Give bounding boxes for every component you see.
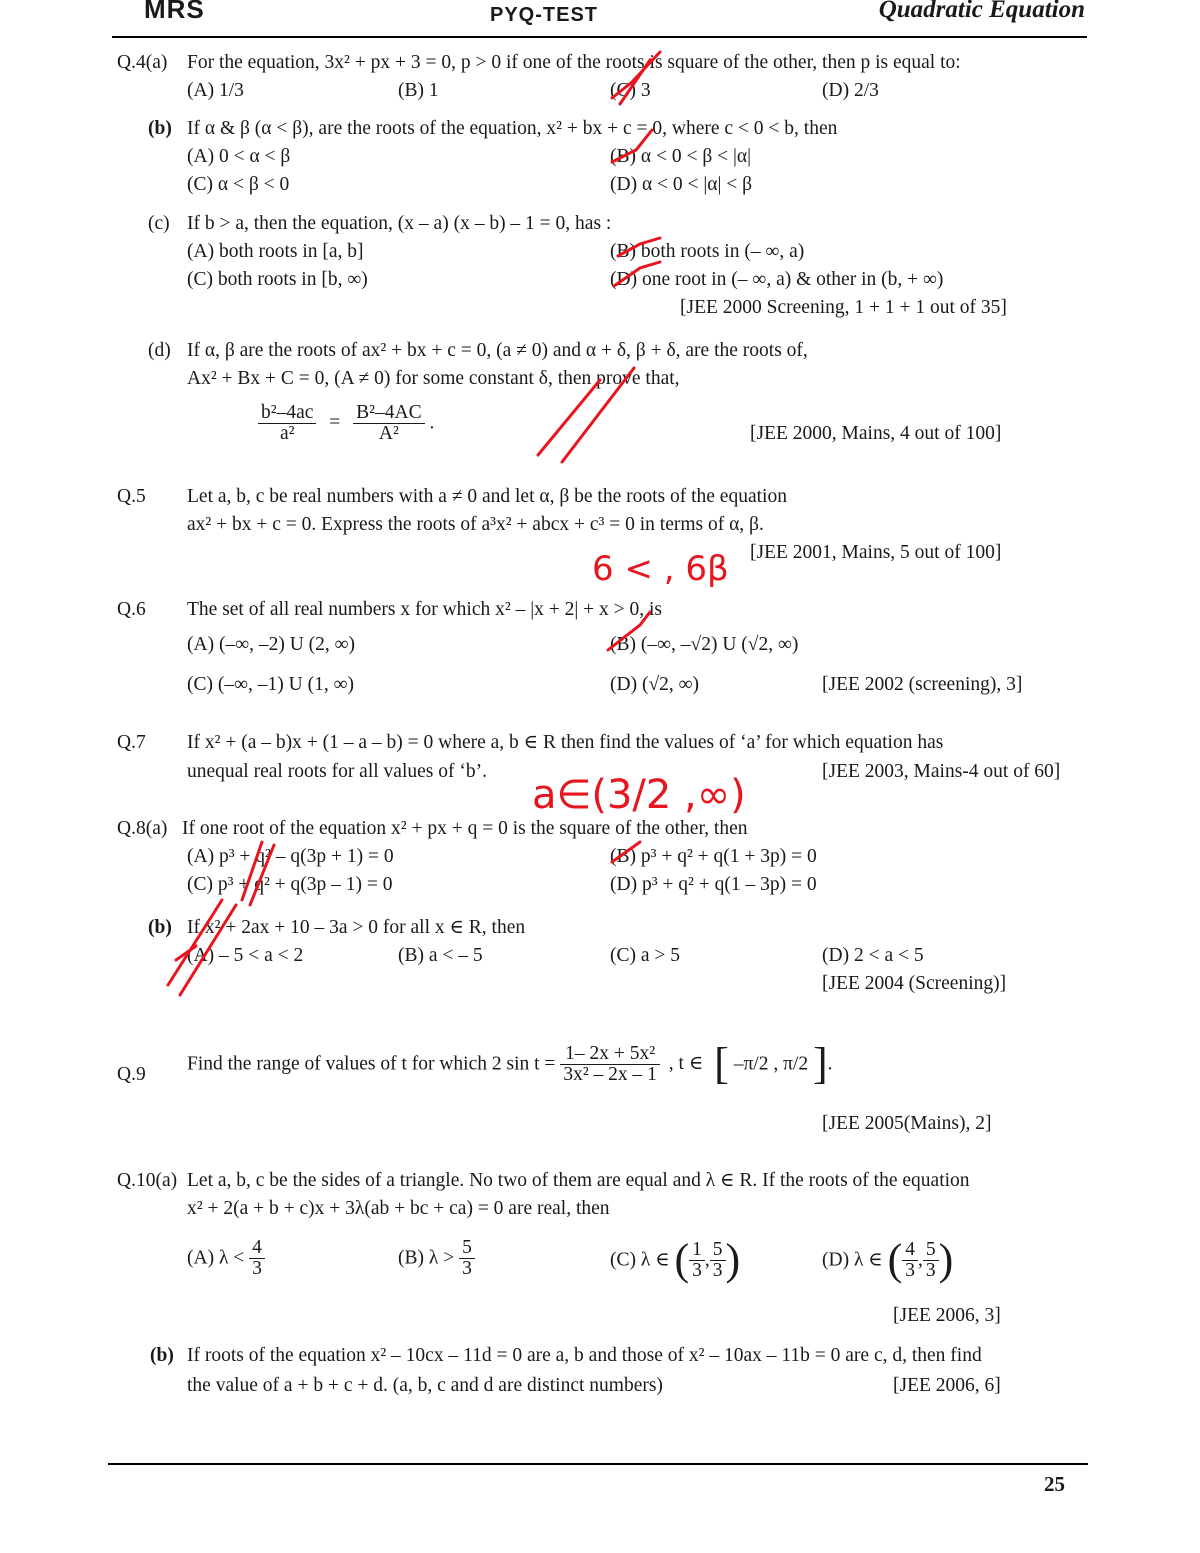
- q7-label: Q.7: [117, 732, 146, 753]
- q10a-option-d-text: (D) λ ∈: [822, 1249, 883, 1271]
- q4d-line-2: Ax² + Bx + C = 0, (A ≠ 0) for some constant δ, then prove that,: [187, 368, 680, 389]
- q9-interval-left: –π/2: [733, 1053, 769, 1075]
- q4d-line-1: If α, β are the roots of ax² + bx + c = 0, (a ≠ 0) and α + δ, β + δ, are the roots of,: [187, 340, 808, 361]
- q10b-line-2: the value of a + b + c + d. (a, b, c and d are distinct numbers): [187, 1375, 663, 1396]
- q4c-option-b: (B) both roots in (– ∞, a): [610, 241, 805, 262]
- q10a-option-b-den: 3: [462, 1257, 472, 1279]
- q10a-option-d-d2: 3: [925, 1259, 936, 1281]
- q9-t-in: , t ∈: [668, 1053, 704, 1075]
- q10a-line-1: Let a, b, c be the sides of a triangle. No two of them are equal and λ ∈ R. If the roots of the equation: [187, 1170, 970, 1191]
- q4d-equation: $\frac{\text{b²–4ac}}{\text{a²}}$ = $\frac{\text{B²–4AC}}{\text{A²}}$ .: [258, 403, 434, 443]
- q10b-reference: [JEE 2006, 6]: [893, 1375, 1001, 1396]
- handwritten-q5-answer: 6 < , 6β: [592, 549, 729, 589]
- q6-reference: [JEE 2002 (screening), 3]: [822, 674, 1023, 695]
- q9-reference: [JEE 2005(Mains), 2]: [822, 1113, 992, 1134]
- q8a-option-c: (C) p³ + q² + q(3p – 1) = 0: [187, 874, 393, 895]
- q7-line-1: If x² + (a – b)x + (1 – a – b) = 0 where a, b ∈ R then find the values of ‘a’ for which equation has: [187, 732, 944, 753]
- q8a-option-a: (A) p³ + q² – q(3p + 1) = 0: [187, 846, 394, 867]
- q6-option-b: (B) (–∞, –√2) U (√2, ∞): [610, 634, 799, 655]
- q4a-option-b: (B) 1: [398, 80, 439, 101]
- q8b-option-b: (B) a < – 5: [398, 945, 483, 966]
- q6-option-a: (A) (–∞, –2) U (2, ∞): [187, 634, 356, 655]
- page-number: 25: [1044, 1472, 1065, 1496]
- q4b-option-d: (D) α < 0 < |α| < β: [610, 174, 753, 195]
- q9-numerator: 1– 2x + 5x²: [560, 1044, 660, 1065]
- q10b-line-1: If roots of the equation x² – 10cx – 11d = 0 are a, b and those of x² – 10ax – 11b = 0 are c, d, then find: [187, 1345, 982, 1366]
- q4d-fraction-left: [258, 403, 316, 443]
- q8a-option-b: (B) p³ + q² + q(1 + 3p) = 0: [610, 846, 817, 867]
- header-topic: Quadratic Equation: [878, 0, 1085, 23]
- q6-label: Q.6: [117, 599, 146, 620]
- q10a-option-a-text: (A) λ <: [187, 1247, 245, 1269]
- q4d-fraction-right: [353, 403, 424, 443]
- q4b-question: If α & β (α < β), are the roots of the equation, x² + bx + c = 0, where c < 0 < b, then: [187, 118, 838, 139]
- q4d-frac1-numerator: b²–4ac: [258, 403, 316, 424]
- q10a-option-a: [187, 1238, 265, 1278]
- q4d-frac2-numerator: B²–4AC: [353, 403, 424, 424]
- q10a-option-d-n1: 4: [902, 1240, 918, 1261]
- q4d-frac1-denominator: a²: [279, 422, 295, 444]
- q4c-label: (c): [148, 213, 170, 234]
- q9-label: Q.9: [117, 1064, 146, 1085]
- q4b-label: (b): [148, 118, 172, 139]
- q10a-option-c: (C) λ ∈ ( $\frac{1}{3}$ , $\frac{5}{3}$ ): [610, 1235, 741, 1284]
- q6-question: The set of all real numbers x for which x² – |x + 2| + x > 0, is: [187, 599, 663, 620]
- q8b-question: If x² + 2ax + 10 – 3a > 0 for all x ∈ R, then: [187, 917, 526, 938]
- q5-reference: [JEE 2001, Mains, 5 out of 100]: [750, 542, 1002, 563]
- q6-option-d: (D) (√2, ∞): [610, 674, 700, 695]
- q4c-option-c: (C) both roots in [b, ∞): [187, 269, 368, 290]
- q10a-line-2: x² + 2(a + b + c)x + 3λ(ab + bc + ca) = 0 are real, then: [187, 1198, 610, 1219]
- q4b-option-a: (A) 0 < α < β: [187, 146, 291, 167]
- q4c-option-a: (A) both roots in [a, b]: [187, 241, 364, 262]
- q8b-option-d: (D) 2 < a < 5: [822, 945, 924, 966]
- q10a-option-a-num: 4: [249, 1238, 265, 1259]
- q10a-option-c-n2: 5: [710, 1240, 726, 1261]
- q10a-option-d: (D) λ ∈ ( $\frac{4}{3}$ , $\frac{5}{3}$ ): [822, 1235, 954, 1284]
- q8b-option-a: (A) – 5 < a < 2: [187, 945, 304, 966]
- q4d-label: (d): [148, 340, 171, 361]
- q10a-option-a-den: 3: [252, 1257, 262, 1279]
- q4a-option-a: (A) 1/3: [187, 80, 244, 101]
- q10a-option-d-d1: 3: [905, 1259, 915, 1281]
- q8b-reference: [JEE 2004 (Screening)]: [822, 973, 1007, 994]
- q10a-reference: [JEE 2006, 3]: [893, 1305, 1001, 1326]
- page-header: [112, 0, 1087, 30]
- q5-line-2: ax² + bx + c = 0. Express the roots of a³x² + abcx + c³ = 0 in terms of α, β.: [187, 514, 764, 535]
- q9-fraction: [560, 1044, 660, 1084]
- q4b-option-c: (C) α < β < 0: [187, 174, 290, 195]
- footer-rule: [108, 1463, 1088, 1465]
- q10a-option-b-num: 5: [459, 1238, 475, 1259]
- q9-interval-right: π/2: [783, 1053, 809, 1075]
- q8b-label: (b): [148, 917, 172, 938]
- q10a-option-d-n2: 5: [923, 1240, 939, 1261]
- q4c-option-d: (D) one root in (– ∞, a) & other in (b, + ∞): [610, 269, 944, 290]
- q10b-label: (b): [150, 1345, 174, 1366]
- q10a-option-b: [398, 1238, 475, 1278]
- q10a-option-b-text: (B) λ >: [398, 1247, 455, 1269]
- q4c-question: If b > a, then the equation, (x – a) (x – b) – 1 = 0, has :: [187, 213, 612, 234]
- q4a-question: For the equation, 3x² + px + 3 = 0, p > 0 if one of the roots is square of the other, then p is equal to:: [187, 52, 961, 73]
- q9-text: Find the range of values of t for which 2 sin t =: [187, 1053, 556, 1075]
- q6-option-c: (C) (–∞, –1) U (1, ∞): [187, 674, 354, 695]
- q4d-frac2-denominator: A²: [378, 422, 399, 444]
- q10a-option-c-d1: 3: [692, 1259, 702, 1281]
- header-test-title: PYQ-TEST: [490, 4, 599, 26]
- slash-mark-q4d-1: [538, 380, 600, 455]
- q9-denominator: 3x² – 2x – 1: [563, 1063, 657, 1085]
- q4d-reference: [JEE 2000, Mains, 4 out of 100]: [750, 423, 1002, 444]
- q4b-option-b: (B) α < 0 < β < |α|: [610, 146, 752, 167]
- q4a-option-c: (C) 3: [610, 80, 651, 101]
- q8a-question: If one root of the equation x² + px + q = 0 is the square of the other, then: [182, 818, 748, 839]
- q8a-option-d: (D) p³ + q² + q(1 – 3p) = 0: [610, 874, 817, 895]
- q10a-option-c-d2: 3: [712, 1259, 723, 1281]
- q4c-reference: [JEE 2000 Screening, 1 + 1 + 1 out of 35]: [680, 297, 1007, 318]
- q7-line-2: unequal real roots for all values of ‘b’.: [187, 761, 487, 782]
- q8a-label: Q.8(a): [117, 818, 168, 839]
- q10a-label: Q.10(a): [117, 1170, 178, 1191]
- slash-mark-q8b-1: [168, 900, 222, 985]
- q4a-label: Q.4(a): [117, 52, 168, 73]
- q9-question: Find the range of values of t for which 2 sin t = $\frac{\text{1– 2x + 5x²}}{\text{3x² – 2x – 1}}$ , t ∈ [ –π/2 , π/2 ].: [187, 1039, 833, 1088]
- header-brand: MRS: [144, 0, 205, 24]
- q5-line-1: Let a, b, c be real numbers with a ≠ 0 and let α, β be the roots of the equation: [187, 486, 787, 507]
- handwritten-q7-answer: a∈(3/2 ,∞): [532, 772, 746, 818]
- q7-reference: [JEE 2003, Mains-4 out of 60]: [822, 761, 1061, 782]
- q8b-option-c: (C) a > 5: [610, 945, 681, 966]
- q10a-option-c-text: (C) λ ∈: [610, 1249, 670, 1271]
- q4a-option-d: (D) 2/3: [822, 80, 879, 101]
- q10a-option-c-n1: 1: [689, 1240, 705, 1261]
- header-rule: [112, 36, 1087, 38]
- q5-label: Q.5: [117, 486, 146, 507]
